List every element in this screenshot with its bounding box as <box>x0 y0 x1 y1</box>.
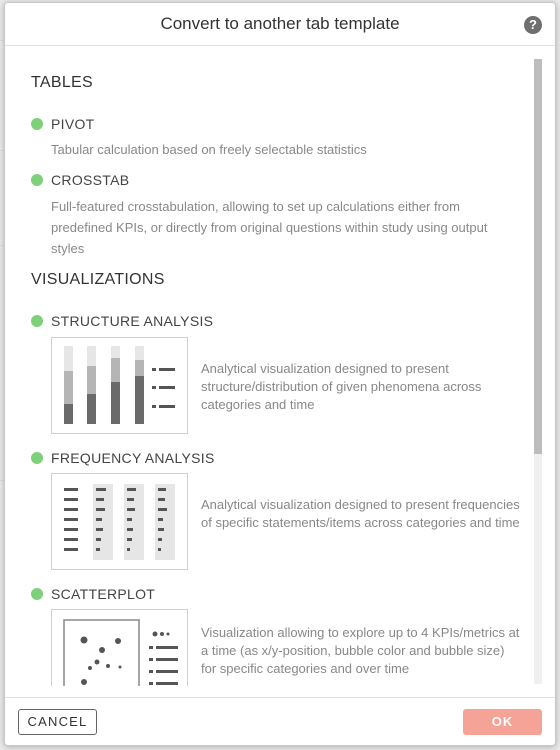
option-title-structure-analysis: STRUCTURE ANALYSIS <box>51 313 214 329</box>
section-title-tables: TABLES <box>31 74 93 91</box>
option-description-structure-analysis: Analytical visualization designed to present structure/distribution of given phenomena across categories and time <box>201 361 482 412</box>
status-dot <box>31 118 43 130</box>
convert-template-dialog <box>4 2 556 746</box>
option-description-crosstab: Full-featured crosstabulation, allowing to set up calculations either from predefined KPIs, or directly from original questions within study using output styles <box>51 199 488 256</box>
stacked-bar-icon <box>51 337 188 434</box>
status-dot <box>31 174 43 186</box>
dialog-title: Convert to another tab template <box>160 14 400 33</box>
option-title-crosstab: CROSSTAB <box>51 172 130 188</box>
status-dot <box>31 588 43 600</box>
option-title-scatterplot: SCATTERPLOT <box>51 586 156 602</box>
status-dot <box>31 315 43 327</box>
help-icon[interactable]: ? <box>524 16 542 34</box>
dialog-header <box>5 3 555 46</box>
ok-button[interactable]: OK <box>463 709 542 735</box>
option-title-pivot: PIVOT <box>51 116 95 132</box>
dialog-content <box>5 46 555 686</box>
option-description-pivot: Tabular calculation based on freely selectable statistics <box>51 142 367 157</box>
dialog-footer <box>5 697 555 746</box>
scatterplot-icon <box>51 609 188 686</box>
option-title-frequency-analysis: FREQUENCY ANALYSIS <box>51 450 215 466</box>
scrollbar-thumb[interactable] <box>534 59 542 454</box>
frequency-columns-icon <box>51 473 188 570</box>
option-description-frequency-analysis: Analytical visualization designed to present frequencies of specific statements/items across categories and time <box>201 497 520 530</box>
status-dot <box>31 452 43 464</box>
cancel-button[interactable]: CANCEL <box>18 709 97 735</box>
section-title-visualizations: VISUALIZATIONS <box>31 271 165 288</box>
scrollbar[interactable] <box>534 59 542 684</box>
option-description-scatterplot: Visualization allowing to explore up to 4 KPIs/metrics at a time (as x/y-position, bubble color and bubble size) for specific categories and over time <box>201 625 520 676</box>
